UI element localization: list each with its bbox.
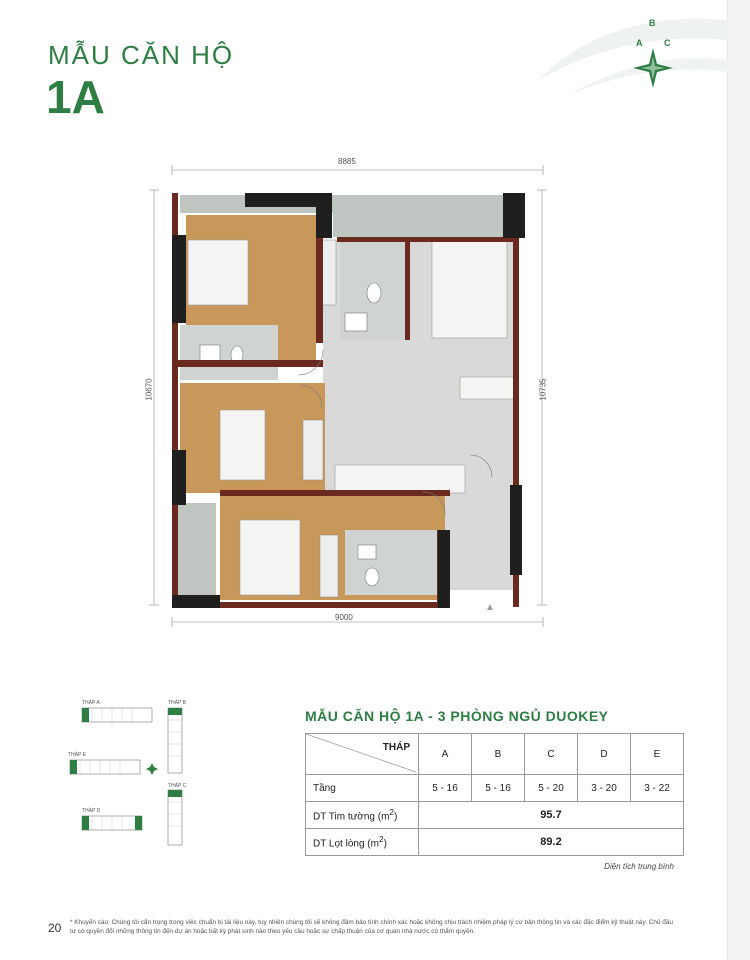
- compass-east-letter: C: [664, 38, 671, 48]
- keyplan-label-d: THÁP D: [82, 808, 101, 814]
- tower-header-cell: [306, 734, 419, 775]
- dimension-right: 10735: [538, 378, 548, 401]
- keyplan-label-e: THÁP E: [68, 752, 86, 758]
- leaf-decoration: [528, 0, 728, 100]
- area-net-label: [306, 829, 419, 856]
- floors-b: 5 - 16: [472, 775, 525, 802]
- compass-north-letter: B: [649, 18, 656, 28]
- spec-title-suffix: 3 PHÒNG NGỦ DUOKEY: [437, 708, 609, 724]
- keyplan-drawing: [68, 700, 198, 850]
- floors-label: Tầng: [306, 775, 419, 802]
- area-net-unit-close: ): [383, 838, 387, 850]
- area-net-label-text: DT Lọt lòng (m: [313, 838, 379, 850]
- tower-d: D: [578, 734, 631, 775]
- area-net-unit-sup: 2: [378, 834, 384, 845]
- area-wall-value: 95.7: [419, 802, 684, 829]
- compass-west-letter: A: [636, 38, 643, 48]
- spec-title-prefix: MẪU CĂN HỘ 1A -: [305, 708, 438, 724]
- dimension-bottom: 9000: [335, 613, 353, 622]
- title-model-code: 1A: [46, 71, 105, 123]
- floors-a: 5 - 16: [419, 775, 472, 802]
- floor-plan-drawing: [140, 155, 570, 635]
- key-plan: [68, 700, 198, 850]
- disclaimer-text: * Khuyến cáo: Chúng tôi cẩn trọng trong việc chuẩn bị tài liệu này, tuy nhiên chúng tôi sẽ không đảm bảo tính chính xác hoặc không chịu trách nhiệm pháp lý cơ bản thông tin và các đặc điểm kỹ thuật này. Chủ đầu tư có quyền đổi những thông tin đến dự án hoặc bất kỳ phát sinh nào theo yêu cầu hoặc sự chấp thuận của cơ quan nhà nước có thẩm quyền.: [70, 919, 673, 935]
- area-net-value: 89.2: [419, 829, 684, 856]
- area-wall-label: [306, 802, 419, 829]
- spec-title: [305, 708, 609, 724]
- floors-c: 5 - 20: [525, 775, 578, 802]
- spec-note: Diện tích trung bình: [604, 862, 674, 871]
- floor-plan: [140, 155, 570, 635]
- tower-b: B: [472, 734, 525, 775]
- table-row-floors: [306, 775, 684, 802]
- floors-e: 3 - 22: [631, 775, 684, 802]
- keyplan-label-b: THÁP B: [168, 700, 186, 706]
- tower-e: E: [631, 734, 684, 775]
- keyplan-label-c: THÁP C: [168, 783, 187, 789]
- table-row-area-wall: [306, 802, 684, 829]
- page-edge: [727, 0, 750, 960]
- table-row-area-net: [306, 829, 684, 856]
- dimension-top: 8885: [338, 157, 356, 166]
- area-wall-label-text: DT Tim tường (m: [313, 811, 390, 823]
- diagonal-divider: [306, 734, 416, 772]
- spec-table: [305, 733, 684, 856]
- dimension-left: 10670: [144, 378, 154, 401]
- keyplan-label-a: THÁP A: [82, 700, 100, 706]
- area-wall-unit-sup: 2: [389, 807, 395, 818]
- page-number: 20: [48, 921, 62, 935]
- floors-d: 3 - 20: [578, 775, 631, 802]
- compass-logo: [630, 18, 676, 88]
- title-model-label: MẪU CĂN HỘ: [48, 40, 235, 70]
- tower-a: A: [419, 734, 472, 775]
- compass-star-icon: [633, 48, 673, 88]
- tower-c: C: [525, 734, 578, 775]
- area-wall-unit-close: ): [394, 811, 398, 823]
- tower-header-label: THÁP: [382, 742, 410, 753]
- table-row-header: [306, 734, 684, 775]
